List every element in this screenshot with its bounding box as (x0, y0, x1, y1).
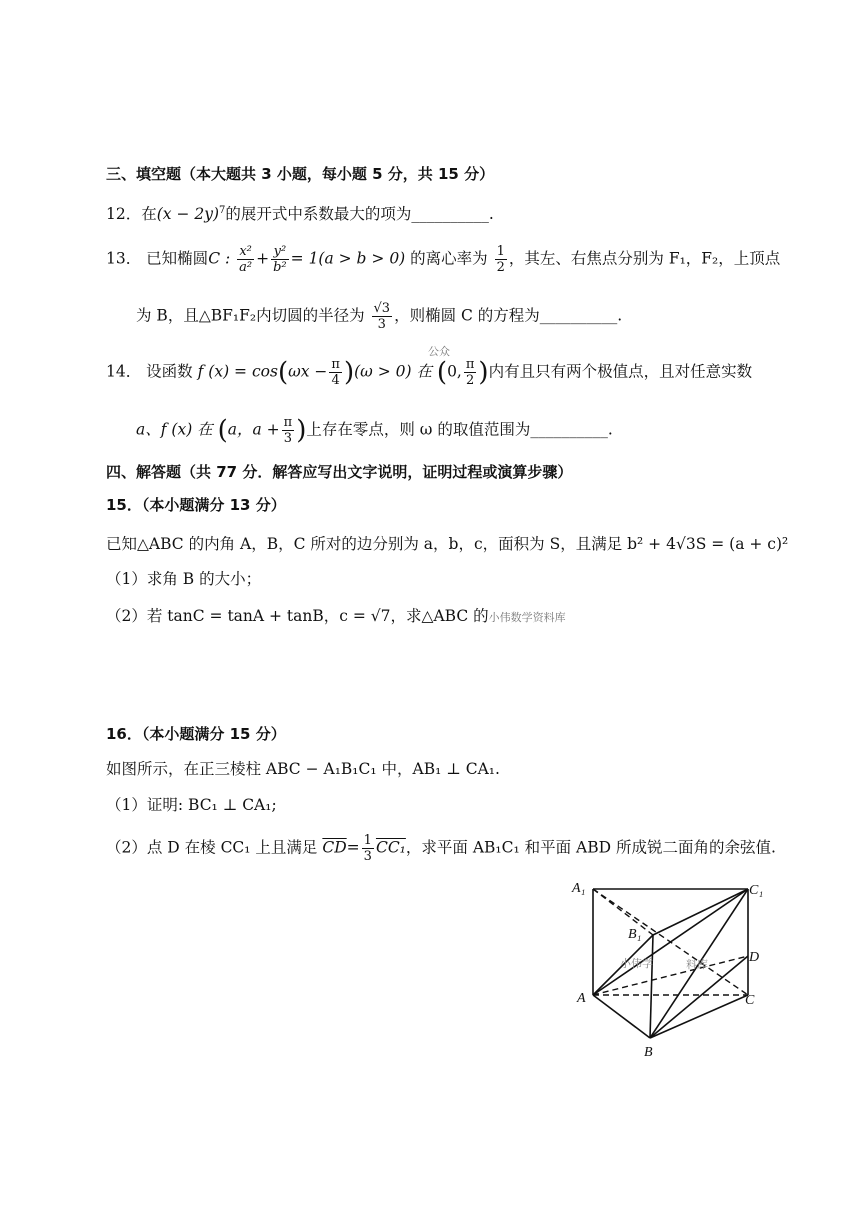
q13-tail: ，其左、右焦点分别为 F₁，F₂，上顶点 (508, 249, 781, 268)
q14-func: f (x) = cos (197, 362, 278, 381)
q15-watermark: 小伟数学资料库 (488, 611, 566, 624)
prism-solid-edges (593, 889, 748, 1038)
q12-number: 12． (106, 205, 142, 224)
prism-figure (568, 872, 768, 1062)
q14-pi2-fraction: $\frac{\pi}{2}$ (465, 357, 475, 388)
q14-tail: 内有且只有两个极值点，且对任意实数 (488, 362, 753, 381)
q14-line2-pre: a、f (x) 在 (136, 420, 213, 439)
q14-pre: 设函数 (146, 362, 193, 381)
q12-post: 的展开式中系数最大的项为__________. (225, 205, 494, 224)
q12-pre: 在 (141, 205, 157, 224)
q13-line2-pre: 为 B，且△BF₁F₂内切圆的半径为 (136, 306, 365, 325)
q16-stem: 如图所示，在正三棱柱 ABC − A₁B₁C₁ 中，AB₁ ⊥ CA₁. (106, 760, 500, 778)
q15-part2-text: （2）若 tanC = tanA + tanB，c = √7，求△ABC 的 (106, 607, 489, 625)
q15-part2 (106, 604, 566, 630)
q13-mid: 的离心率为 (410, 249, 488, 268)
q14-int-pre: 0, (447, 362, 462, 381)
q14-pi3-fraction: $\frac{\pi}{3}$ (283, 415, 293, 446)
q14-inner-pre: ωx − (288, 362, 328, 381)
q15-stem: 已知△ABC 的内角 A，B，C 所对的边分别为 a，b，c，面积为 S，且满足 b² + 4√3S = (a + c)² (106, 535, 789, 553)
label-C1: C₁ (749, 883, 764, 898)
q16-part2-post: ，求平面 AB₁C₁ 和平面 ABD 所成锐二面角的余弦值. (405, 838, 776, 857)
question-14: 14． 设函数 f (x) = cos(ωx − $\frac{\pi}{4}$ )(ω > 0) 在 (0, $\frac{\pi}{2}$ )内有且只有两个极值点，且对任意实数 (106, 357, 753, 388)
q13-pre: 已知椭圆 (146, 249, 209, 268)
watermark-text: 公众 (428, 345, 450, 358)
q16-part2: （2）点 D 在棱 CC₁ 上且满足 $\overline{CD}=$ $\frac{1}{3}$ CC₁，求平面 AB₁C₁ 和平面 ABD 所成锐二面角的余弦值. (106, 833, 776, 864)
q14-a-pre: a，a + (227, 420, 280, 439)
edge-B1B (650, 935, 653, 1038)
question-14-line2: a、f (x) 在 (a，a + $\frac{\pi}{3}$ )上存在零点，则 ω 的取值范围为__________. (136, 415, 613, 446)
q15-part1: （1）求角 B 的大小； (106, 570, 262, 588)
q13-eq-lhs: C : (208, 249, 231, 268)
question-12 (106, 199, 494, 226)
q12-expr: (x − 2y) (156, 205, 220, 224)
q13-x-fraction: $\frac{\text{x²}}{\text{a²}}$ (239, 244, 253, 275)
q13-e-fraction: $\frac{1}{2}$ (496, 244, 505, 275)
q16-title: 16．（本小题满分 15 分） (106, 725, 286, 743)
q14-line2-post: 上存在零点，则 ω 的取值范围为__________. (306, 420, 613, 439)
figure-watermark-1: 小伟学 (620, 957, 653, 970)
q15-title: 15．（本小题满分 13 分） (106, 496, 286, 514)
question-13-line2 (136, 301, 622, 332)
label-B: B (644, 1045, 653, 1060)
q16-cc1-vector: CC₁ (375, 838, 406, 857)
q14-number: 14． (106, 362, 142, 381)
q12-exponent: 7 (219, 205, 226, 216)
edge-AB (593, 995, 650, 1038)
label-B1: B₁ (628, 927, 642, 942)
question-13: 13． 已知椭圆C : $\frac{\text{x²}}{\text{a²}}$ + $\frac{\text{y²}}{\text{b²}}$ = 1(a > b > 0) 的离心率为 $\frac{1}{2}$ ，其左、右焦点分别为 F₁，F₂，上顶点 (106, 244, 781, 275)
figure-watermark-2: 料库 (686, 958, 708, 971)
q16-cd-vector: $\overline{CD}$ (322, 838, 347, 857)
q14-cond: (ω > 0) 在 (354, 362, 432, 381)
q16-part1: （1）证明: BC₁ ⊥ CA₁; (106, 796, 277, 814)
q16-part2-pre: （2）点 D 在棱 CC₁ 上且满足 (106, 838, 318, 857)
label-D: D (749, 950, 760, 965)
q13-eq-rhs: = 1(a > b > 0) (290, 249, 406, 268)
q13-line2-post: ，则椭圆 C 的方程为__________. (394, 306, 623, 325)
section3-header: 三、填空题（本大题共 3 小题，每小题 5 分，共 15 分） (106, 165, 495, 183)
q16-third-fraction: $\frac{1}{3}$ (363, 833, 372, 864)
q13-radius-fraction: $\frac{√3}{3}$ (373, 301, 391, 332)
label-A1: A₁ (572, 881, 586, 896)
q14-pi4-fraction: $\frac{\pi}{4}$ (331, 357, 340, 388)
label-C: C (745, 993, 755, 1008)
section4-header: 四、解答题（共 77 分．解答应写出文字说明，证明过程或演算步骤） (106, 463, 573, 481)
q13-y-fraction: $\frac{\text{y²}}{\text{b²}}$ (273, 244, 287, 275)
q13-number: 13． (106, 249, 142, 268)
label-A: A (577, 991, 586, 1006)
